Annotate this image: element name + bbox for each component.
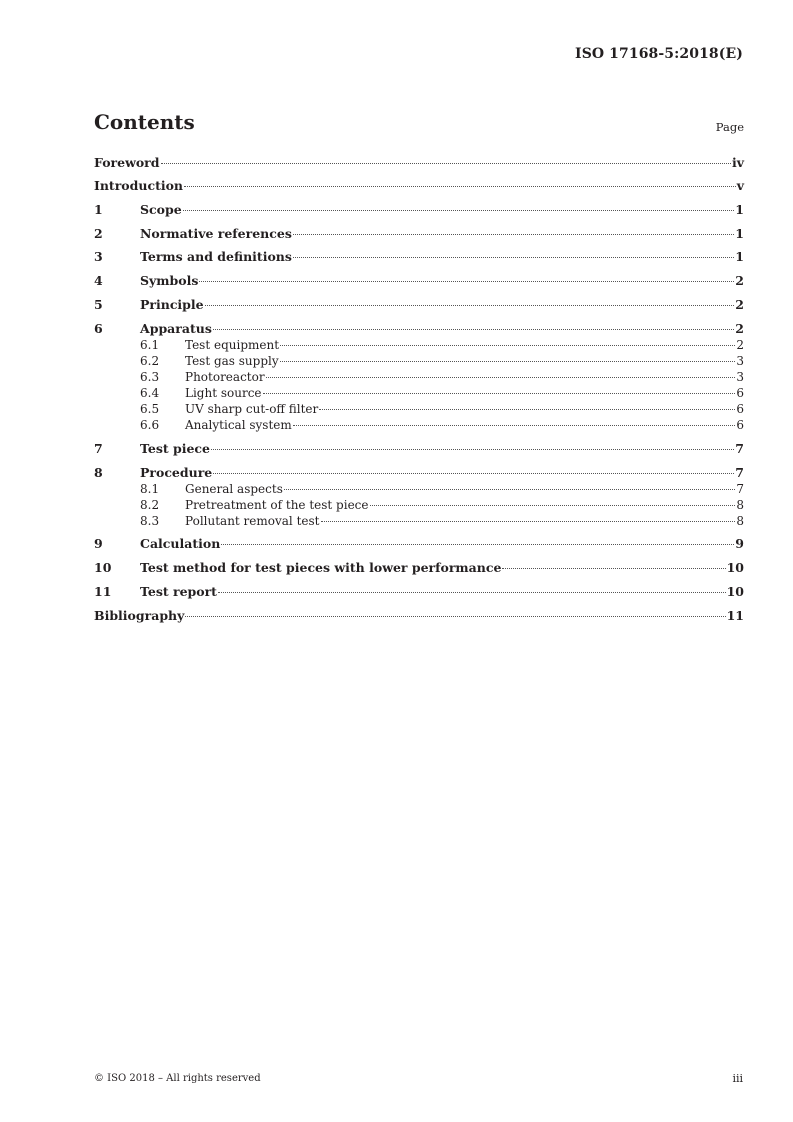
toc-entry-subclause-6-6[interactable] (94, 417, 744, 433)
toc-number: 1 (94, 202, 103, 217)
toc-page: 6 (736, 402, 744, 416)
toc-page: 8 (736, 498, 744, 512)
toc-leader (221, 544, 734, 545)
contents-header (94, 110, 744, 140)
toc-entry-subclause-6-3[interactable] (94, 369, 744, 385)
toc-number: 8.3 (140, 514, 160, 528)
toc-number: 6 (94, 321, 103, 336)
toc-title: Pretreatment of the test piece (185, 498, 369, 512)
toc-leader (370, 505, 736, 506)
toc-title: General aspects (185, 482, 283, 496)
toc-number: 8.2 (140, 498, 160, 512)
toc-leader (184, 186, 736, 187)
toc-title: UV sharp cut-off filter (185, 402, 319, 416)
toc-title: Test equipment (185, 338, 280, 352)
toc-leader (205, 305, 735, 306)
toc-leader (185, 616, 725, 617)
toc-page: 2 (735, 321, 744, 336)
toc-entry-clause-11[interactable] (94, 584, 744, 600)
toc-title: Symbols (140, 273, 199, 288)
footer-page-number: iii (732, 1072, 743, 1085)
toc-page: 2 (735, 297, 744, 312)
toc-title: Foreword (94, 155, 160, 170)
toc-entry-clause-10[interactable] (94, 560, 744, 576)
toc-number: 6.6 (140, 418, 160, 432)
toc-number: 6.2 (140, 354, 160, 368)
toc-title: Photoreactor (185, 370, 265, 384)
toc-number: 7 (94, 441, 103, 456)
toc-entry-subclause-6-5[interactable] (94, 401, 744, 417)
toc-leader (321, 521, 736, 522)
toc-entry-clause-6[interactable] (94, 321, 744, 337)
toc-leader (213, 329, 734, 330)
toc-entry-clause-9[interactable] (94, 536, 744, 552)
toc-leader (280, 345, 735, 346)
toc-title: Test report (140, 584, 217, 599)
toc-page: 10 (726, 560, 744, 575)
toc-leader (280, 361, 736, 362)
toc-number: 6.3 (140, 370, 160, 384)
toc-leader (293, 257, 734, 258)
page-column-label: Page (715, 120, 744, 134)
toc-title: Test piece (140, 441, 210, 456)
toc-page: 8 (736, 514, 744, 528)
toc-title: Light source (185, 386, 262, 400)
toc-page: 3 (736, 354, 744, 368)
toc-entry-clause-5[interactable] (94, 297, 744, 313)
toc-title: Procedure (140, 465, 213, 480)
toc-title: Introduction (94, 178, 184, 193)
toc-leader (266, 377, 736, 378)
toc-number: 3 (94, 249, 103, 264)
toc-entry-introduction[interactable] (94, 178, 744, 194)
toc-number: 10 (94, 560, 112, 575)
toc-entry-subclause-6-1[interactable] (94, 337, 744, 353)
toc-title: Normative references (140, 226, 292, 241)
toc-leader (502, 568, 725, 569)
toc-number: 9 (94, 536, 103, 551)
toc-page: 3 (736, 370, 744, 384)
toc-number: 6.4 (140, 386, 160, 400)
toc-entry-subclause-6-2[interactable] (94, 353, 744, 369)
toc-title: Calculation (140, 536, 221, 551)
contents-title: Contents (94, 110, 195, 134)
toc-page: 9 (735, 536, 744, 551)
toc-title: Test gas supply (185, 354, 279, 368)
toc-entry-subclause-8-1[interactable] (94, 481, 744, 497)
toc-page: 2 (735, 273, 744, 288)
toc-entry-subclause-6-4[interactable] (94, 385, 744, 401)
toc-entry-foreword[interactable] (94, 155, 744, 171)
toc-number: 4 (94, 273, 103, 288)
toc-page: 10 (726, 584, 744, 599)
toc-title: Apparatus (140, 321, 212, 336)
toc-entry-subclause-8-2[interactable] (94, 497, 744, 513)
toc-number: 5 (94, 297, 103, 312)
toc-number: 6.1 (140, 338, 160, 352)
toc-title: Test method for test pieces with lower performance (140, 560, 502, 575)
document-id: ISO 17168-5:2018(E) (575, 46, 743, 62)
toc-leader (284, 489, 736, 490)
toc-title: Terms and definitions (140, 249, 292, 264)
toc-page: 6 (736, 418, 744, 432)
toc-entry-clause-1[interactable] (94, 202, 744, 218)
toc-title: Analytical system (185, 418, 292, 432)
toc-title: Bibliography (94, 608, 185, 623)
toc-leader (161, 163, 731, 164)
toc-leader (183, 210, 735, 211)
toc-entry-subclause-8-3[interactable] (94, 513, 744, 529)
toc-leader (293, 234, 734, 235)
toc-page: 1 (735, 226, 744, 241)
toc-entry-clause-4[interactable] (94, 273, 744, 289)
toc-page: 2 (736, 338, 744, 352)
toc-title: Principle (140, 297, 204, 312)
toc-entry-clause-7[interactable] (94, 441, 744, 457)
toc-leader (199, 281, 734, 282)
toc-number: 11 (94, 584, 112, 599)
toc-leader (263, 393, 736, 394)
toc-leader (211, 449, 734, 450)
toc-leader (293, 425, 736, 426)
toc-entry-bibliography[interactable] (94, 608, 744, 624)
table-of-contents (94, 155, 744, 624)
toc-title: Pollutant removal test (185, 514, 320, 528)
toc-page: 11 (726, 608, 744, 623)
toc-number: 6.5 (140, 402, 160, 416)
toc-page: 7 (735, 441, 744, 456)
toc-page: 7 (735, 465, 744, 480)
toc-entry-clause-8[interactable] (94, 465, 744, 481)
toc-entry-clause-2[interactable] (94, 226, 744, 242)
toc-page: 6 (736, 386, 744, 400)
toc-number: 2 (94, 226, 103, 241)
footer-copyright: © ISO 2018 – All rights reserved (94, 1073, 261, 1084)
toc-leader (218, 592, 726, 593)
toc-number: 8.1 (140, 482, 160, 496)
toc-number: 8 (94, 465, 103, 480)
toc-page: 1 (735, 202, 744, 217)
toc-entry-clause-3[interactable] (94, 249, 744, 265)
toc-leader (319, 409, 735, 410)
toc-page: 1 (735, 249, 744, 264)
toc-title: Scope (140, 202, 182, 217)
toc-page: iv (731, 155, 744, 170)
toc-page: 7 (736, 482, 744, 496)
toc-leader (213, 473, 734, 474)
toc-page: v (736, 178, 744, 193)
